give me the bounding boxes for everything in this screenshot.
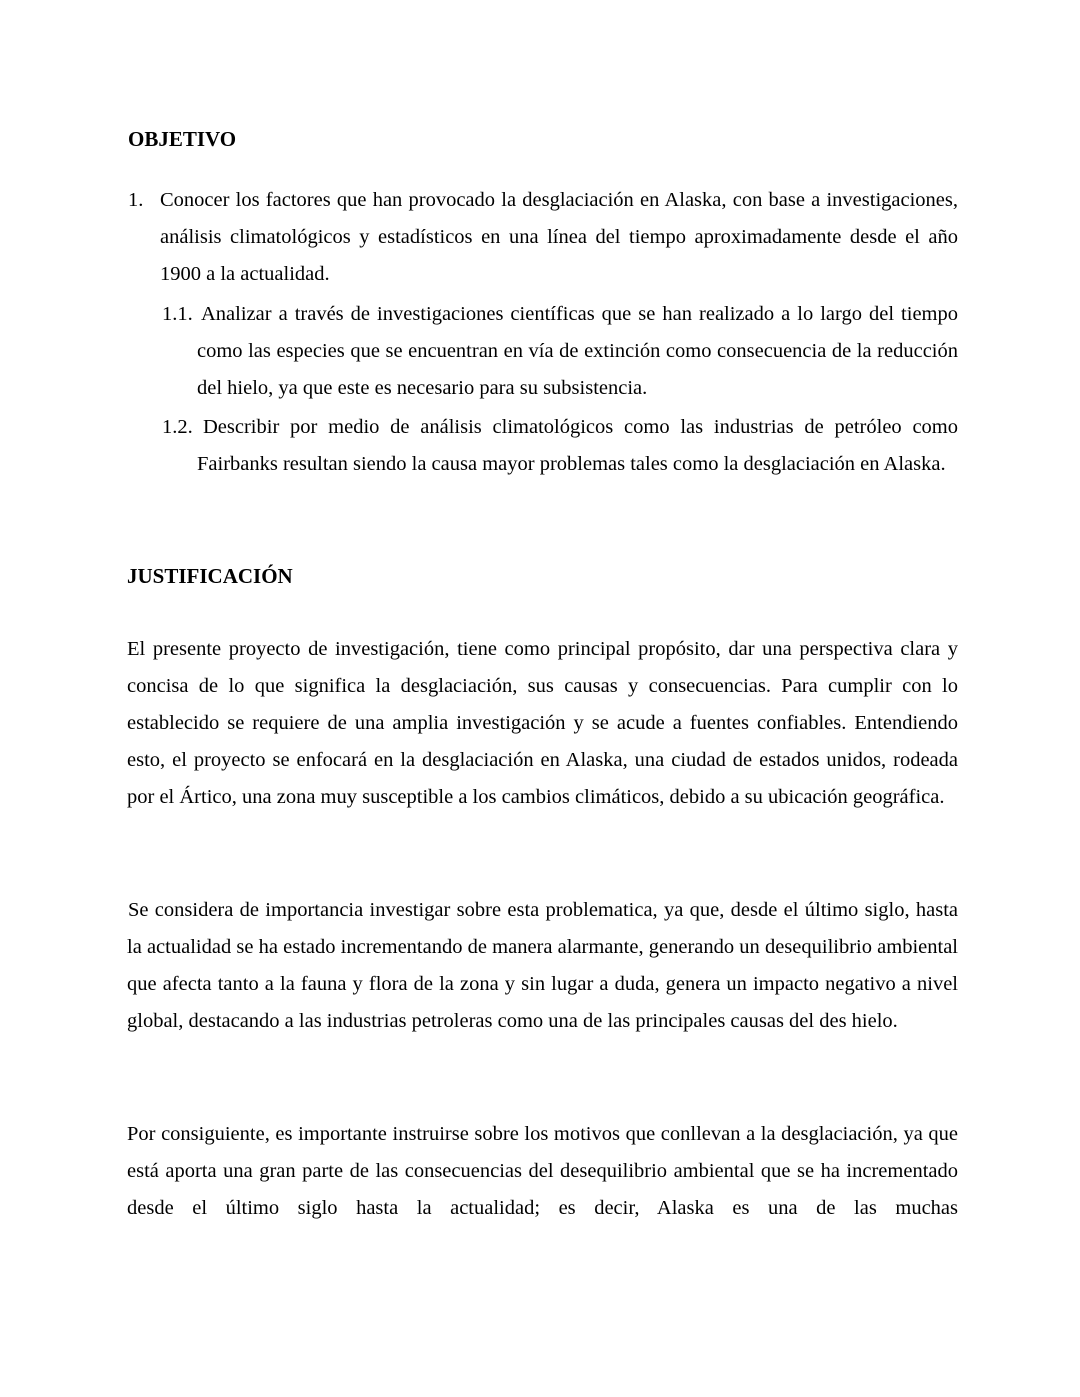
item-1-1-number: 1.1.	[162, 303, 193, 325]
justificacion-paragraph-1: El presente proyecto de investigación, tiene como principal propósito, dar una perspectiva clara y concisa de lo que significa la desglaciación, sus causas y consecuencias. Para cumplir con lo establecido se requiere de una amplia investigación y se acude a fuentes confiables. Entendiendo esto, el proyecto se enfocará en la desglaciación en Alaska, una ciudad de estados unidos, rodeada por el Ártico, una zona muy susceptible a los cambios climáticos, debido a su ubicación geográfica.	[127, 638, 958, 808]
item-1-number: 1.	[128, 189, 144, 211]
item-1-2-number: 1.2.	[162, 416, 193, 438]
justificacion-paragraph-3: Por consiguiente, es importante instruirse sobre los motivos que conllevan a la desglaciación, ya que está aporta una gran parte de las consecuencias del desequilibrio ambiental que se ha incrementado desde el último siglo hasta la actualidad; es decir, Alaska es una de las muchas	[127, 1123, 958, 1219]
item-1-1-text: Analizar a través de investigaciones científicas que se han realizado a lo largo del tiempo como las especies que se encuentran en vía de extinción como consecuencia de la reducción del hielo, ya que este es necesario para su subsistencia.	[197, 303, 958, 399]
objetivo-heading: OBJETIVO	[128, 127, 237, 151]
item-1-2-text: Describir por medio de análisis climatológicos como las industrias de petróleo como Fairbanks resultan siendo la causa mayor problemas tales como la desglaciación en Alaska.	[197, 416, 958, 475]
justificacion-heading: JUSTIFICACIÓN	[127, 564, 293, 588]
item-1-text: Conocer los factores que han provocado la desglaciación en Alaska, con base a investigaciones, análisis climatológicos y estadísticos en una línea del tiempo aproximadamente desde el año 1900 a la actualidad.	[160, 189, 958, 285]
justificacion-paragraph-2: Se considera de importancia investigar sobre esta problematica, ya que, desde el último siglo, hasta la actualidad se ha estado incrementando de manera alarmante, generando un desequilibrio ambiental que afecta tanto a la fauna y flora de la zona y sin lugar a duda, genera un impacto negativo a nivel global, destacando a las industrias petroleras como una de las principales causas del des hielo.	[127, 899, 958, 1032]
